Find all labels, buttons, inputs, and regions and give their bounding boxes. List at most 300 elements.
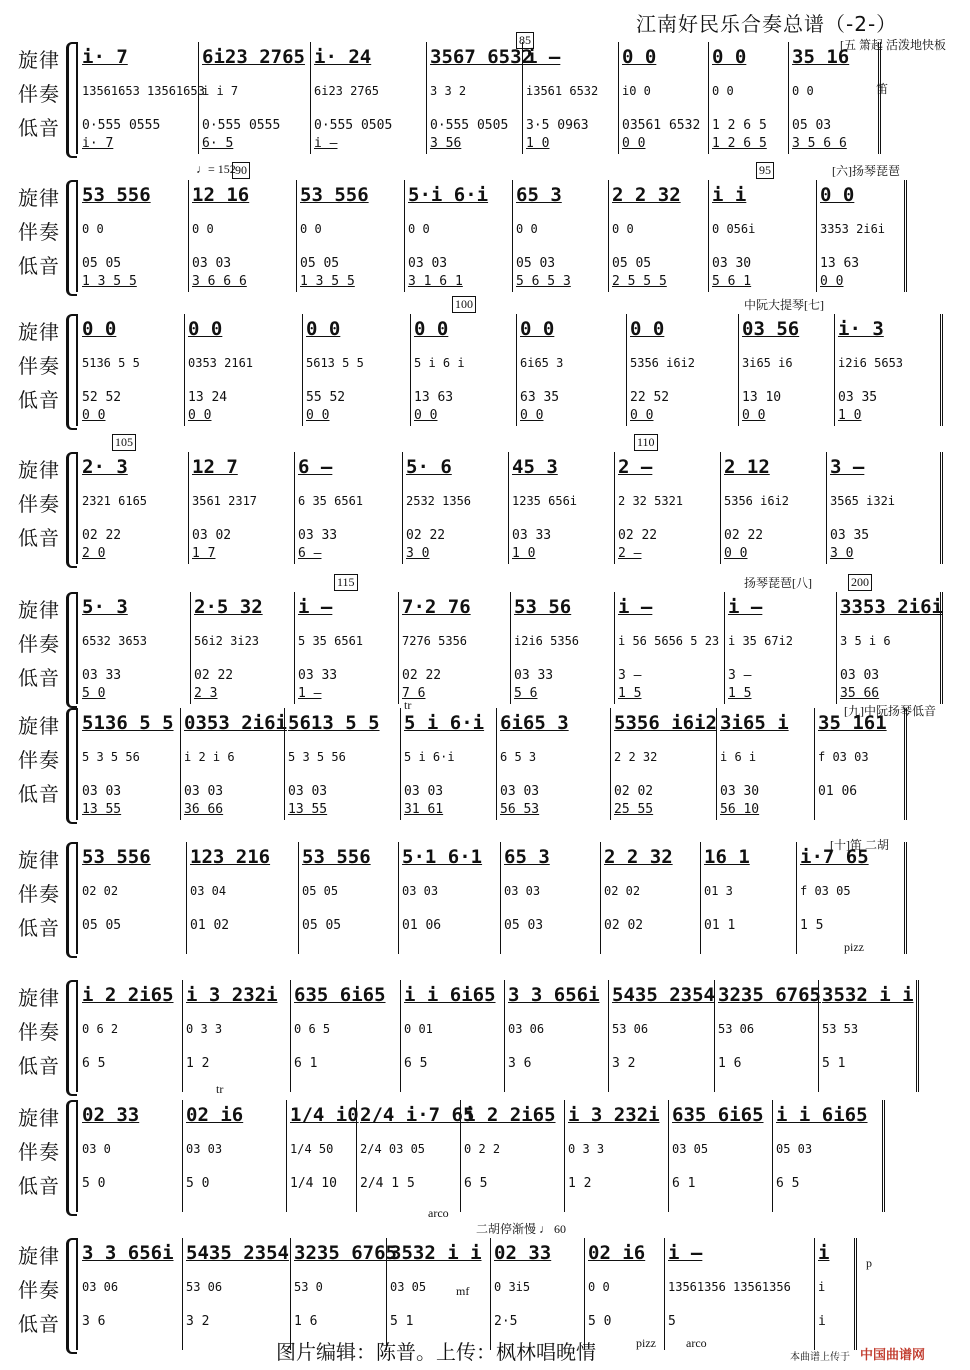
accompaniment-notes: 02 02 [82,884,119,898]
staff [76,42,946,154]
melody-notes: 35 16 [792,46,850,68]
melody-notes: 3567 6532 [430,46,533,68]
bass-notes-lower: 0 0 [306,408,330,423]
melody-notes: i· 24 [314,46,372,68]
measure [668,1100,773,1212]
score-annotation: tr [216,1082,224,1096]
accompaniment-notes: i i 7 [202,84,239,98]
melody-notes: 5613 5 5 [288,712,380,734]
bass-notes: 03 03 [500,784,540,799]
score-title: 江南好民乐合奏总谱（-2-） [636,12,898,36]
measure [186,842,299,954]
accompaniment-notes: 0 0 [792,84,814,98]
bass-notes: 02 22 [82,528,122,543]
melody-notes: i i [712,184,747,206]
part-label: 旋律 [18,1106,60,1130]
part-label: 低音 [18,1054,60,1078]
measure [708,42,789,154]
measure [772,1100,885,1212]
accompaniment-notes: 2532 1356 [406,494,472,508]
measure [78,980,183,1092]
measure [708,180,817,292]
accompaniment-notes: 0 0 [612,222,634,236]
score-annotation: p [866,1256,872,1270]
measure [290,980,401,1092]
accompaniment-notes: 2 32 5321 [618,494,684,508]
score-system [12,297,952,430]
measure [78,452,189,564]
bass-notes-lower: 1 0 [512,546,536,561]
measure [294,452,403,564]
accompaniment-notes: 03 06 [508,1022,545,1036]
part-label: 伴奏 [18,632,60,656]
score-annotation: [六]扬琴琵琶 [832,164,900,178]
bass-notes: 13 63 [414,390,454,405]
bass-notes: 3·5 0963 [526,118,589,133]
melody-notes: 53 556 [300,184,369,206]
bass-notes-lower: 5 0 [82,686,106,701]
melody-notes: 3235 6765 [294,1242,397,1264]
part-labels [12,590,62,708]
melody-notes: i — [298,596,333,618]
melody-notes: 3353 2i6i [840,596,943,618]
measure [190,592,295,704]
measure [614,592,725,704]
score-system [12,840,952,958]
bass-notes: 6 5 [404,1056,428,1071]
score-system [12,162,952,296]
score-annotation: arco [428,1206,449,1220]
accompaniment-notes: 0 0 [712,84,734,98]
accompaniment-notes: 13561356 13561356 [668,1280,791,1294]
measure [516,314,627,426]
bass-notes: 02 22 [194,668,234,683]
bass-notes-lower: 35 66 [840,686,880,701]
accompaniment-notes: f 03 05 [800,884,851,898]
rehearsal-number: 110 [634,434,658,451]
measure [398,592,511,704]
measure [182,1238,291,1350]
bass-notes: 3 — [618,668,642,683]
accompaniment-notes: i 56 5656 5 23 [618,634,720,648]
melody-notes: 3532 i i [822,984,914,1006]
measure [180,708,285,820]
bass-notes: 0·555 0505 [430,118,509,133]
accompaniment-notes: 3353 2i6i [820,222,886,236]
bass-notes-lower: 1 7 [192,546,216,561]
measure [310,42,427,154]
measure [816,180,907,292]
accompaniment-notes: 5356 i6i2 [724,494,790,508]
bass-notes-lower: 0 0 [622,136,646,151]
accompaniment-notes: 03 03 [402,884,439,898]
bass-notes: 01 06 [818,784,858,799]
bass-notes-lower: 1 0 [838,408,862,423]
bass-notes-lower: 1 2 6 5 [712,136,767,151]
score-system [12,33,952,158]
measure [182,1100,287,1212]
bass-notes-lower: 1 3 5 5 [82,274,137,289]
accompaniment-notes: 03 05 [390,1280,427,1294]
accompaniment-notes: i 2 i 6 [184,750,235,764]
footer-credit: 图片编辑：陈普。上传：枫林唱晚情 [276,1340,596,1364]
measure [78,1238,183,1350]
accompaniment-notes: i2i6 5653 [838,356,904,370]
melody-notes: 0 0 [82,318,117,340]
bass-notes: 6 5 [464,1176,488,1191]
part-labels [12,840,62,958]
bass-notes: 1/4 10 [290,1176,337,1191]
melody-notes: 12 16 [192,184,250,206]
accompaniment-notes: 1/4 50 [290,1142,334,1156]
measure [818,980,919,1092]
bass-notes: 13 63 [820,256,860,271]
part-label: 低音 [18,1312,60,1336]
part-label: 旋律 [18,598,60,622]
melody-notes: 02 i6 [186,1104,244,1126]
bass-notes-lower: 2 5 5 5 [612,274,667,289]
accompaniment-notes: 2 2 32 [614,750,658,764]
accompaniment-notes: 7276 5356 [402,634,468,648]
bass-notes: 55 52 [306,390,346,405]
melody-notes: 3 3 656i [508,984,600,1006]
accompaniment-notes: 53 06 [718,1022,755,1036]
accompaniment-notes: 0 0 [192,222,214,236]
melody-notes: 53 56 [514,596,572,618]
melody-notes: 0 0 [414,318,449,340]
measure [184,314,303,426]
accompaniment-notes: 6532 3653 [82,634,148,648]
melody-notes: 5·i 6·i [408,184,489,206]
accompaniment-notes: 0 3 3 [186,1022,223,1036]
melody-notes: 7·2 76 [402,596,471,618]
melody-notes: 2 12 [724,456,770,478]
part-label: 伴奏 [18,82,60,106]
melody-notes: 635 6i65 [672,1104,764,1126]
bass-notes: 02 22 [406,528,446,543]
bass-notes: 03 33 [298,668,338,683]
bass-notes: 03 03 [184,784,224,799]
accompaniment-notes: 5613 5 5 [306,356,364,370]
melody-notes: 3 — [830,456,865,478]
bass-notes-lower: 3 0 [830,546,854,561]
measure [796,842,907,954]
score-annotation: 中阮大提琴[七] [744,298,824,312]
bass-notes: 13 24 [188,390,228,405]
staff [76,452,946,564]
part-label: 旋律 [18,714,60,738]
staff [76,592,946,704]
measure [626,314,739,426]
part-label: 旋律 [18,186,60,210]
rehearsal-number: 85 [516,32,534,49]
bass-notes-lower: 0 0 [82,408,106,423]
bass-notes: 05 05 [82,256,122,271]
melody-notes: 5435 2354 [186,1242,289,1264]
score-annotation: [十]笛 二胡 [830,838,889,852]
part-labels [12,1236,62,1354]
measure [600,842,701,954]
bass-notes-lower: 1 5 [618,686,642,701]
bass-notes: 03 03 [288,784,328,799]
accompaniment-notes: 0 6 5 [294,1022,331,1036]
accompaniment-notes: 5 35 6561 [298,634,364,648]
score-annotation: 笛 [876,82,889,96]
score-annotation: arco [686,1336,707,1350]
measure [290,1238,397,1350]
measure [608,980,715,1092]
measure [400,980,505,1092]
bass-notes-lower: 2 3 [194,686,218,701]
accompaniment-notes: 3561 2317 [192,494,258,508]
accompaniment-notes: 0 056i [712,222,756,236]
staff [76,980,946,1092]
bass-notes: 3 6 [82,1314,106,1329]
measure [508,452,615,564]
melody-notes: 12 7 [192,456,238,478]
rehearsal-number: 105 [112,434,136,451]
melody-notes: 5356 i6i2 [614,712,717,734]
staff [76,1238,946,1350]
measure [564,1100,669,1212]
bass-notes: 02 02 [614,784,654,799]
measure [78,42,205,154]
bass-notes-lower: 31 61 [404,802,444,817]
bass-notes-lower: 2 — [618,546,642,561]
melody-notes: 5136 5 5 [82,712,174,734]
bass-notes-lower: 2 0 [82,546,106,561]
measure [716,708,815,820]
measure [188,180,297,292]
bass-notes-lower: 7 6 [402,686,426,701]
bass-notes: 05 03 [516,256,556,271]
bass-notes: 03 03 [192,256,232,271]
melody-notes: 2· 3 [82,456,128,478]
bass-notes: 0·555 0555 [82,118,161,133]
melody-notes: i — [618,596,653,618]
accompaniment-notes: 0 3 3 [568,1142,605,1156]
part-label: 旋律 [18,848,60,872]
measure [188,452,295,564]
melody-notes: 0 0 [820,184,855,206]
accompaniment-notes: 03 03 [186,1142,223,1156]
accompaniment-notes: i2i6 5356 [514,634,580,648]
bass-notes: 05 05 [302,918,342,933]
bass-notes: 5 [668,1314,676,1329]
bass-notes-lower: 25 55 [614,802,654,817]
accompaniment-notes: 0 6 2 [82,1022,119,1036]
accompaniment-notes: 5 3 5 56 [82,750,140,764]
measure [584,1238,665,1350]
measure [500,842,601,954]
melody-notes: 02 33 [82,1104,140,1126]
bass-notes-lower: 36 66 [184,802,224,817]
bass-notes-lower: 0 0 [742,408,766,423]
melody-notes: 3i65 i [720,712,789,734]
measure [826,452,943,564]
accompaniment-notes: 5 i 6 i [414,356,465,370]
measure [294,592,399,704]
bass-notes: 05 03 [792,118,832,133]
part-labels [12,450,62,568]
bass-notes: 63 35 [520,390,560,405]
melody-notes: 123 216 [190,846,271,868]
melody-notes: 6 — [298,456,333,478]
melody-notes: 5· 3 [82,596,128,618]
bass-notes: 6 5 [82,1056,106,1071]
accompaniment-notes: 0353 2161 [188,356,254,370]
accompaniment-notes: i 6 i [720,750,757,764]
measure [410,314,517,426]
bass-notes: 0·555 0555 [202,118,281,133]
bass-notes: 03 33 [298,528,338,543]
bass-notes: 5 1 [390,1314,414,1329]
accompaniment-notes: 0 0 [82,222,104,236]
melody-notes: i — [668,1242,703,1264]
accompaniment-notes: 0 3i5 [494,1280,531,1294]
accompaniment-notes: 0 2 2 [464,1142,501,1156]
accompaniment-notes: 3565 i32i [830,494,896,508]
melody-notes: 35 161 [818,712,887,734]
measure [700,842,797,954]
accompaniment-notes: 01 3 [704,884,733,898]
melody-notes: 53 556 [302,846,371,868]
bass-notes: 3 2 [186,1314,210,1329]
measure [404,180,513,292]
bass-notes-lower: 56 10 [720,802,760,817]
accompaniment-notes: 05 03 [776,1142,813,1156]
measure [356,1100,475,1212]
bass-notes: 03 03 [404,784,444,799]
accompaniment-notes: i0 0 [622,84,651,98]
accompaniment-notes: 3 3 2 [430,84,467,98]
bass-notes: 1 2 [568,1176,592,1191]
melody-notes: 0 0 [520,318,555,340]
bass-notes-lower: i — [314,136,338,151]
accompaniment-notes: 03 05 [672,1142,709,1156]
melody-notes: 2·5 32 [194,596,263,618]
bass-notes-lower: 1 0 [526,136,550,151]
bass-notes-lower: 3 1 6 1 [408,274,463,289]
accompaniment-notes: 03 06 [82,1280,119,1294]
measure [78,1100,183,1212]
bass-notes: 03 02 [192,528,232,543]
bass-notes-lower: 3 5 6 6 [792,136,847,151]
bass-notes: 03 30 [720,784,760,799]
measure [522,42,619,154]
part-label: 旋律 [18,320,60,344]
melody-notes: i·7 65 [800,846,869,868]
staff [76,708,946,820]
bass-notes: 2/4 1 5 [360,1176,415,1191]
bass-notes-lower: 56 53 [500,802,540,817]
melody-notes: i i 6i65 [404,984,496,1006]
measure [614,452,721,564]
bass-notes: 03 33 [514,668,554,683]
melody-notes: i 2 2i65 [82,984,174,1006]
bass-notes: 02 02 [604,918,644,933]
bass-notes-lower: 3 0 [406,546,430,561]
bass-notes: 5 0 [82,1176,106,1191]
melody-notes: 65 3 [516,184,562,206]
rehearsal-number: 90 [232,162,250,179]
accompaniment-notes: 53 53 [822,1022,859,1036]
bass-notes: 02 22 [402,668,442,683]
bass-notes: 3 2 [612,1056,636,1071]
measure [386,1238,491,1350]
melody-notes: 0 0 [712,46,747,68]
score-annotation: pizz [636,1336,656,1350]
score-annotation: tr [404,698,412,712]
bass-notes: 01 06 [402,918,442,933]
bass-notes-lower: 1 3 5 5 [300,274,355,289]
accompaniment-notes: 2321 6165 [82,494,148,508]
melody-notes: i [818,1242,830,1264]
melody-notes: i — [526,46,561,68]
accompaniment-notes: 0 0 [516,222,538,236]
accompaniment-notes: 05 05 [302,884,339,898]
bass-notes-lower: 5 6 1 [712,274,752,289]
bass-notes: 05 03 [504,918,544,933]
part-labels [12,178,62,296]
accompaniment-notes: 6i23 2765 [314,84,380,98]
melody-notes: 5 i 6·i [404,712,485,734]
bass-notes: 02 22 [618,528,658,543]
measure [182,980,291,1092]
accompaniment-notes: 03 03 [504,884,541,898]
bass-notes: 22 52 [630,390,670,405]
bass-notes: 1 2 [186,1056,210,1071]
bass-notes: 5 0 [186,1176,210,1191]
score-annotation: [九]中阮扬琴低音 [844,704,936,718]
accompaniment-notes: 53 06 [612,1022,649,1036]
bass-notes: 5 1 [822,1056,846,1071]
part-label: 伴奏 [18,220,60,244]
bass-notes-lower: 0 0 [414,408,438,423]
part-label: 伴奏 [18,882,60,906]
bass-notes: 03 30 [712,256,752,271]
part-label: 伴奏 [18,1020,60,1044]
bass-notes-lower: 0 0 [520,408,544,423]
bass-notes-lower: 3 6 6 6 [192,274,247,289]
bass-notes: 6 1 [294,1056,318,1071]
measure [402,452,509,564]
part-labels [12,1098,62,1216]
staff [76,180,946,292]
measure [78,842,187,954]
measure [78,592,191,704]
site-logo: 中国曲谱网 [860,1348,926,1363]
melody-notes: 03 56 [742,318,800,340]
melody-notes: 2 — [618,456,653,478]
part-label: 旋律 [18,458,60,482]
measure [714,980,819,1092]
measure [490,1238,585,1350]
bass-notes-lower: 5 6 [514,686,538,701]
accompaniment-notes: 3 5 i 6 [840,634,891,648]
bass-notes: 1 5 [800,918,824,933]
bass-notes: 05 05 [300,256,340,271]
melody-notes: i 2 2i65 [464,1104,556,1126]
bass-notes: 1 2 6 5 [712,118,767,133]
bass-notes: 03 33 [512,528,552,543]
bass-notes-lower: 3 56 [430,136,462,151]
rehearsal-number: 100 [452,296,476,313]
part-label: 伴奏 [18,354,60,378]
bass-notes: 1 6 [718,1056,742,1071]
accompaniment-notes: i [818,1280,826,1294]
measure [720,452,827,564]
